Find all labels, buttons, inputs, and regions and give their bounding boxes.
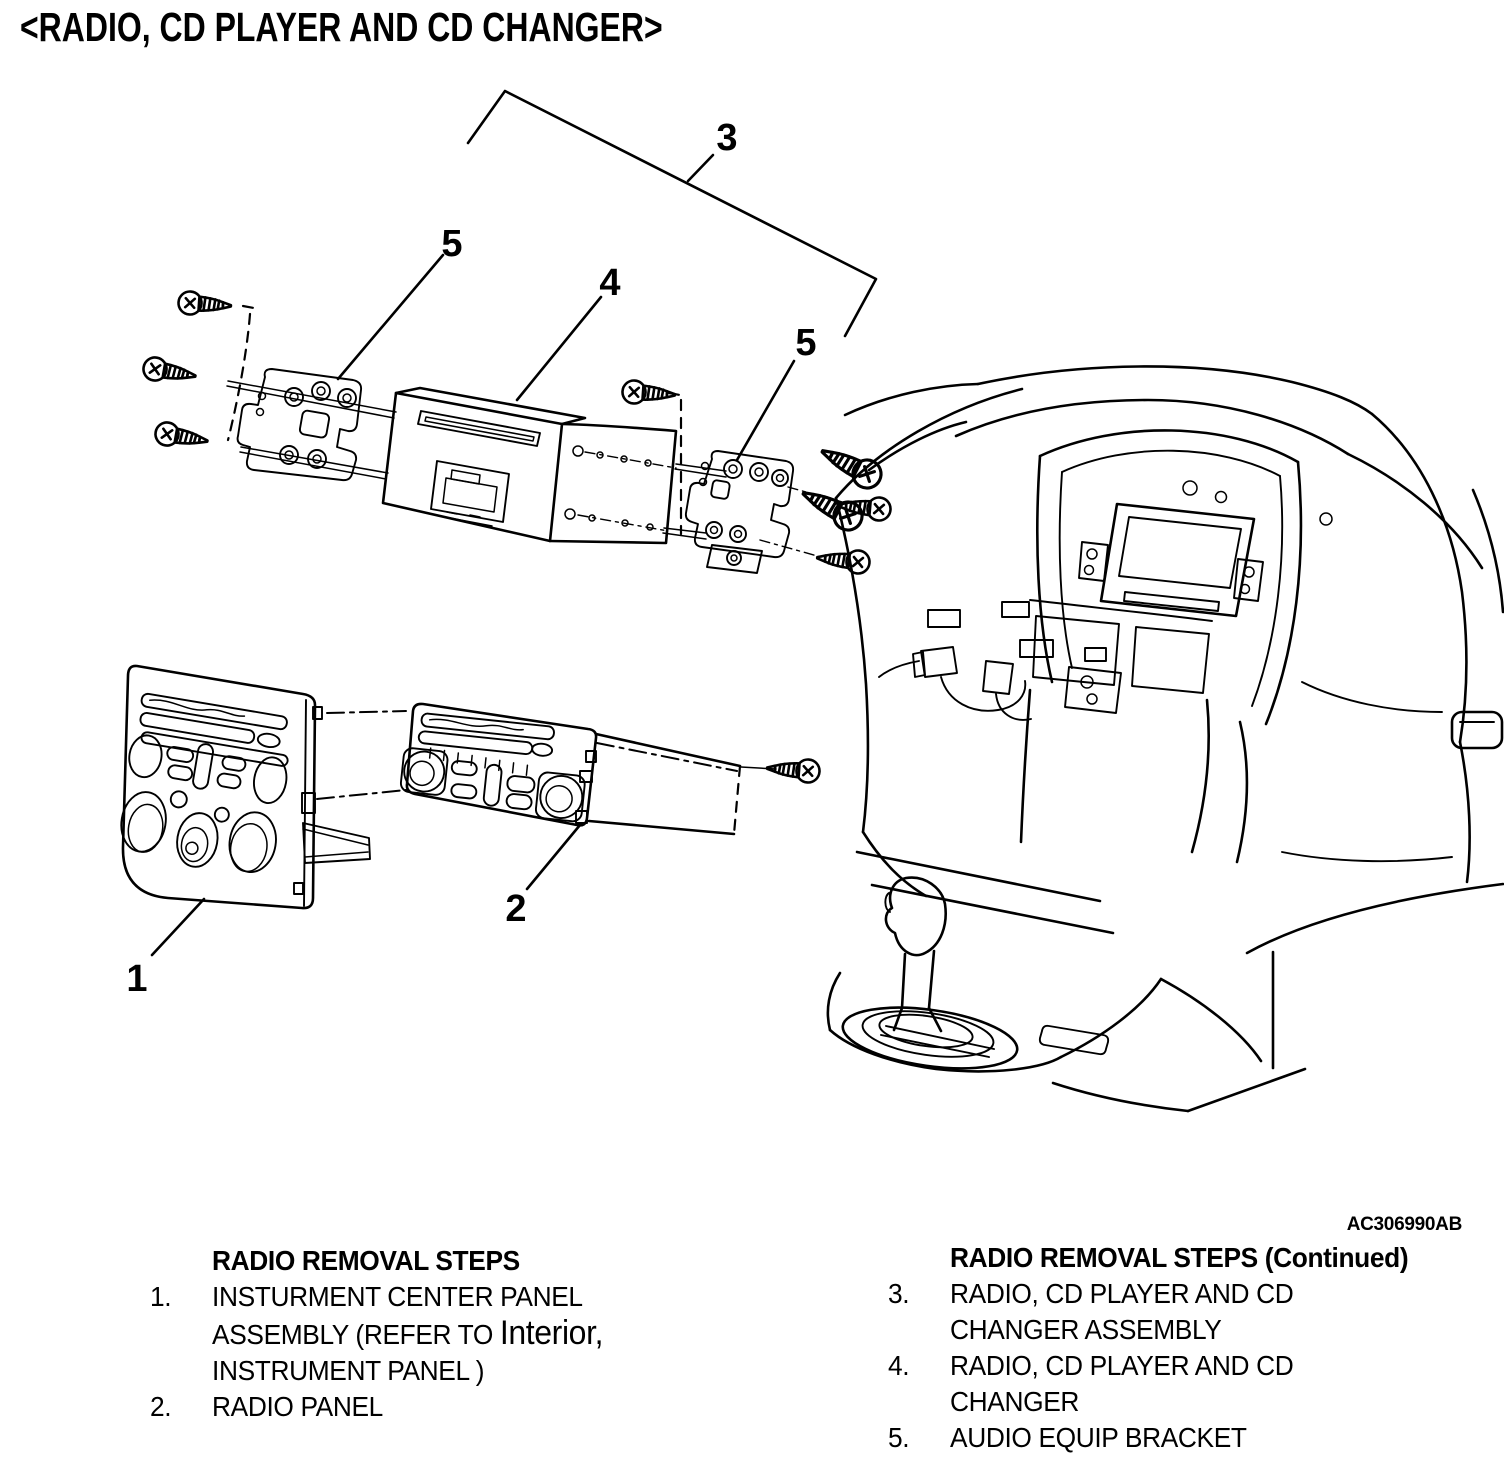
screw-icon-group-left <box>142 291 396 479</box>
step-item-5 <box>888 1420 1408 1456</box>
callout-5-left: 5 <box>441 223 463 265</box>
step-number: 5. <box>888 1422 910 1453</box>
step-text <box>212 1389 383 1425</box>
figure-code: AC306990AB <box>1346 1214 1462 1235</box>
page-title: <RADIO, CD PLAYER AND CD CHANGER> <box>20 4 663 50</box>
step-number: 4. <box>888 1350 910 1381</box>
step-reference: Interior, <box>499 1314 604 1352</box>
step-text <box>950 1276 1293 1348</box>
step-line: INSTURMENT CENTER PANEL <box>212 1281 583 1312</box>
step-text <box>212 1279 603 1389</box>
step-text <box>950 1348 1293 1420</box>
step-item-3 <box>888 1276 1408 1348</box>
screw-icon <box>178 291 232 318</box>
steps-right-heading: RADIO REMOVAL STEPS (Continued) <box>950 1242 1409 1273</box>
callout-numbers <box>126 117 816 1000</box>
callout-5-right: 5 <box>795 322 817 364</box>
step-line: INSTRUMENT PANEL ) <box>212 1355 485 1386</box>
step-line: RADIO, CD PLAYER AND CD <box>950 1350 1294 1381</box>
screw-icon <box>622 380 676 407</box>
step-line: AUDIO EQUIP BRACKET <box>950 1422 1247 1453</box>
assembly-3-bracket-line <box>468 91 876 336</box>
step-line: RADIO, CD PLAYER AND CD <box>950 1278 1294 1309</box>
step-text <box>950 1420 1247 1456</box>
callout-2: 2 <box>505 888 527 930</box>
step-number: 1. <box>150 1281 172 1312</box>
screw-icon <box>816 546 871 574</box>
radio-removal-steps-left <box>150 1243 603 1425</box>
step-line: ASSEMBLY (REFER TO <box>212 1319 500 1350</box>
callout-leaders <box>152 155 794 955</box>
step-line: CHANGER ASSEMBLY <box>950 1314 1222 1345</box>
step-line: RADIO PANEL <box>212 1391 383 1422</box>
step-number: 2. <box>150 1391 172 1422</box>
step-number: 3. <box>888 1278 910 1309</box>
radio-panel-drawing <box>317 704 820 834</box>
screw-icon <box>766 757 820 784</box>
instrument-center-panel-drawing <box>113 666 370 908</box>
callout-1: 1 <box>126 958 148 1000</box>
car-interior-drawing <box>797 366 1503 1111</box>
screw-icon <box>142 356 198 388</box>
steps-left-heading: RADIO REMOVAL STEPS <box>212 1245 520 1276</box>
callout-3: 3 <box>716 117 738 159</box>
callout-4: 4 <box>599 262 621 304</box>
screw-icon <box>797 481 867 535</box>
screw-icon <box>154 421 210 453</box>
step-item-1 <box>150 1279 603 1389</box>
step-line: CHANGER <box>950 1386 1080 1417</box>
radio-removal-steps-right <box>888 1240 1408 1456</box>
step-item-2 <box>150 1389 603 1425</box>
step-item-4 <box>888 1348 1408 1420</box>
radio-unit-drawing <box>383 380 681 543</box>
